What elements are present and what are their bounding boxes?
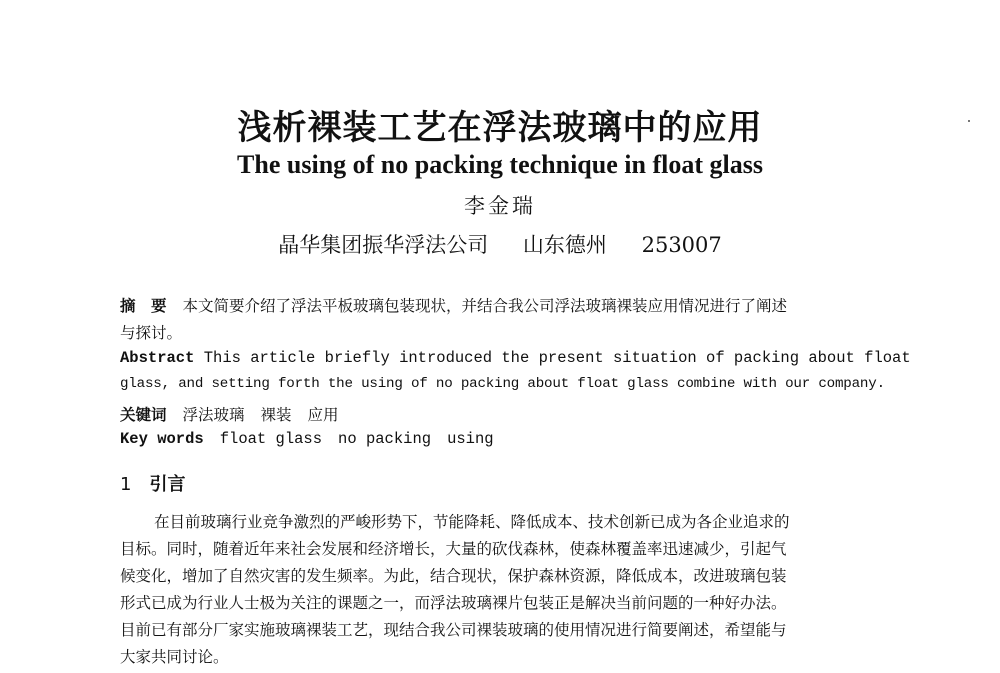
abstract-chinese-line-1 <box>120 294 890 316</box>
affiliation-location: 山东德州 <box>522 233 607 257</box>
keyword-chinese: 浮法玻璃 <box>182 406 245 424</box>
title-english: The using of no packing technique in float glass <box>237 150 763 179</box>
affiliation-org: 晶华集团振华浮法公司 <box>278 233 489 257</box>
section-heading <box>120 470 185 496</box>
section-number: 1 <box>120 474 132 495</box>
keywords-chinese <box>120 403 890 425</box>
abstract-chinese-label: 摘 要 <box>120 297 167 315</box>
abstract-chinese-text-1: 本文简要介绍了浮法平板玻璃包装现状，并结合我公司浮法玻璃裸装应用情况进行了阐述 <box>182 297 788 315</box>
paragraph-line <box>120 510 890 532</box>
keyword-english: no packing <box>338 430 432 448</box>
keyword-chinese: 应用 <box>307 406 339 424</box>
keywords-english-label: Key words <box>120 430 204 448</box>
affiliation-postcode: 253007 <box>641 233 722 257</box>
abstract-english-text-1: This article briefly introduced the present situation of packing about float <box>203 349 911 367</box>
keywords-english <box>120 430 890 448</box>
affiliation <box>0 229 1000 259</box>
paragraph-line-text: 在目前玻璃行业竞争激烈的严峻形势下，节能降耗、降低成本、技术创新已成为各企业追求的 <box>154 513 790 531</box>
abstract-english-text-2: glass, and setting forth the using of no packing about float glass combine with our company. <box>120 376 885 392</box>
keyword-english: float glass <box>219 430 323 448</box>
paragraph-line: 目前已有部分厂家实施玻璃裸装工艺，现结合我公司裸装玻璃的使用情况进行简要阐述，希望能与 <box>120 621 787 639</box>
paragraph-line: 大家共同讨论。 <box>120 648 229 666</box>
title-chinese: 浅析裸装工艺在浮法玻璃中的应用 <box>237 108 763 148</box>
author: 李金瑞 <box>464 194 536 218</box>
paragraph-line: 形式已成为行业人士极为关注的课题之一，而浮法玻璃裸片包装正是解决当前问题的一种好办法。 <box>120 594 787 612</box>
paragraph-line: 候变化，增加了自然灾害的发生频率。为此，结合现状，保护森林资源，降低成本，改进玻璃包装 <box>120 567 787 585</box>
paragraph-line: 目标。同时，随着近年来社会发展和经济增长，大量的砍伐森林，使森林覆盖率迅速减少，引起气 <box>120 540 787 558</box>
keyword-english: using <box>447 430 494 448</box>
section-title: 引言 <box>149 474 186 495</box>
abstract-english-line-1 <box>120 349 911 367</box>
abstract-english-label: Abstract <box>120 349 195 367</box>
keyword-chinese: 裸装 <box>260 406 292 424</box>
scan-speck <box>968 120 970 122</box>
abstract-chinese-text-2: 与探讨。 <box>120 324 183 342</box>
keywords-chinese-label: 关键词 <box>120 406 167 424</box>
